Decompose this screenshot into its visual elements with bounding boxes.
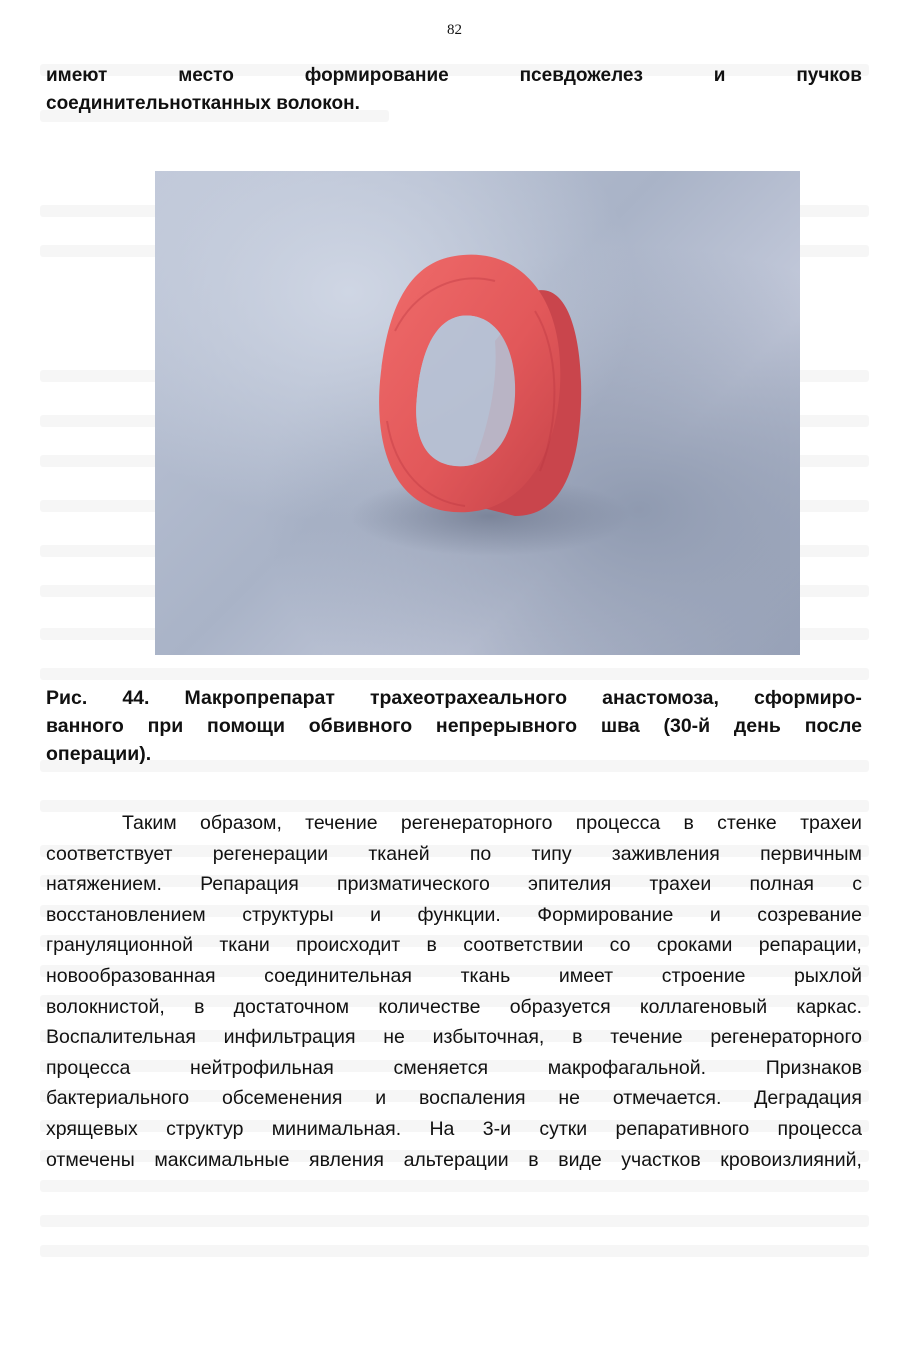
word: процесса: [777, 1117, 862, 1140]
word: операции).: [46, 743, 152, 765]
word: сменяется: [393, 1056, 489, 1079]
word: максимальные: [154, 1148, 290, 1171]
intro-line-1: [46, 62, 862, 90]
body-line-2: [46, 839, 862, 870]
word: тканей: [368, 842, 430, 865]
specimen-photo: [155, 171, 800, 655]
word: полная: [749, 873, 814, 896]
word: после: [804, 715, 862, 737]
figure-caption: [46, 684, 862, 768]
word: инфильтрация: [223, 1026, 356, 1049]
word: макрофагальной.: [547, 1056, 707, 1079]
word: грануляционной: [46, 934, 194, 957]
word: шва: [600, 715, 640, 737]
word: строение: [661, 964, 746, 987]
word: репарации,: [758, 934, 862, 957]
word: воспаления: [418, 1087, 526, 1110]
word: соединительная: [264, 964, 412, 987]
intro-line-2: [46, 90, 862, 118]
body-line-12: [46, 1145, 862, 1176]
word: коллагеновый: [639, 995, 768, 1018]
word: нейтрофильная: [190, 1056, 334, 1079]
caption-line-3: [46, 740, 862, 768]
word: структуры: [242, 903, 334, 926]
word: стенке: [717, 812, 777, 834]
word: трахеотрахеального: [369, 687, 568, 709]
word: Признаков: [765, 1056, 862, 1079]
word: натяжением.: [46, 873, 162, 896]
word: хрящевых: [46, 1117, 138, 1140]
word: трахеи: [800, 812, 862, 834]
word: количестве: [378, 995, 481, 1018]
word: образом,: [200, 812, 282, 834]
word: бактериального: [46, 1087, 190, 1110]
word: со: [609, 934, 631, 957]
word: отмечается.: [612, 1087, 722, 1110]
word: минимальная.: [271, 1117, 402, 1140]
body-line-11: [46, 1114, 862, 1145]
caption-line-1: [46, 684, 862, 712]
page-number: 82: [447, 22, 462, 38]
body-paragraph: [46, 808, 862, 1175]
word: регенерации: [212, 842, 329, 865]
word: пучков: [796, 65, 862, 86]
word: Таким: [122, 812, 177, 834]
tracheal-ring-image: [155, 171, 800, 655]
caption-line-2: [46, 712, 862, 740]
body-line-3: [46, 869, 862, 900]
body-line-5: [46, 930, 862, 961]
word: ткани: [219, 934, 270, 957]
body-line-6: [46, 961, 862, 992]
word: псевдожелез: [519, 65, 643, 86]
body-line-8: [46, 1022, 862, 1053]
body-line-7: [46, 992, 862, 1023]
word: призматического: [337, 873, 490, 896]
word: Воспалительная: [46, 1026, 196, 1049]
body-line-9: [46, 1053, 862, 1084]
word: Репарация: [200, 873, 299, 896]
word: процесса: [575, 812, 661, 834]
word: 3-и: [482, 1117, 511, 1140]
word: Макропрепарат: [184, 687, 335, 709]
word: по: [469, 842, 492, 865]
word: На: [429, 1117, 455, 1140]
word: явления: [309, 1148, 384, 1171]
word: и: [375, 1087, 387, 1110]
word: с: [852, 873, 862, 896]
word: функции.: [417, 903, 501, 926]
word: течение: [610, 1026, 683, 1049]
word: и: [713, 65, 726, 86]
word: анастомоза,: [602, 687, 719, 709]
word: в: [683, 812, 694, 834]
word: регенераторного: [710, 1026, 862, 1049]
word: рыхлой: [794, 964, 862, 987]
word: сутки: [539, 1117, 588, 1140]
word: не: [383, 1026, 405, 1049]
word: виде: [558, 1148, 602, 1171]
word: сформиро-: [753, 687, 862, 709]
word: отмечены: [46, 1148, 135, 1171]
word: место: [178, 65, 234, 86]
word: формирование: [304, 65, 449, 86]
word: при: [147, 715, 184, 737]
body-line-1: [46, 808, 862, 839]
word: образуется: [509, 995, 611, 1018]
word: в: [528, 1148, 539, 1171]
word: сроками: [656, 934, 733, 957]
body-line-4: [46, 900, 862, 931]
word: в: [572, 1026, 583, 1049]
word: Формирование: [537, 903, 674, 926]
word: непрерывного: [435, 715, 578, 737]
word: участков: [621, 1148, 701, 1171]
word: в: [194, 995, 205, 1018]
word: достаточном: [233, 995, 350, 1018]
word: 44.: [122, 687, 150, 709]
word: новообразованная: [46, 964, 216, 987]
word: волокнистой,: [46, 995, 165, 1018]
word: ткань: [460, 964, 511, 987]
word: Деградация: [754, 1087, 862, 1110]
word: происходит: [296, 934, 401, 957]
body-line-10: [46, 1083, 862, 1114]
word: соответствии: [463, 934, 584, 957]
word: эпителия: [528, 873, 612, 896]
word: и: [709, 903, 721, 926]
word: репаративного: [615, 1117, 750, 1140]
word: помощи: [207, 715, 285, 737]
word: соответствует: [46, 842, 173, 865]
word: не: [558, 1087, 580, 1110]
word: альтерации: [403, 1148, 509, 1171]
word: восстановлением: [46, 903, 206, 926]
word: структур: [166, 1117, 244, 1140]
word: обсеменения: [221, 1087, 343, 1110]
intro-paragraph: [46, 62, 862, 118]
word: типу: [531, 842, 572, 865]
word: течение: [305, 812, 378, 834]
word: имеют: [46, 65, 108, 86]
word: процесса: [46, 1056, 131, 1079]
word: каркас.: [796, 995, 862, 1018]
word: имеет: [558, 964, 614, 987]
word: Рис.: [46, 687, 88, 709]
word: в: [426, 934, 437, 957]
word: обвивного: [308, 715, 413, 737]
word: ванного: [46, 715, 124, 737]
word: заживления: [611, 842, 720, 865]
word: трахеи: [649, 873, 712, 896]
word: избыточная,: [432, 1026, 545, 1049]
word: и: [370, 903, 382, 926]
word: день: [733, 715, 781, 737]
word: соединительнотканных волокон.: [46, 93, 360, 114]
word: созревание: [757, 903, 862, 926]
word: кровоизлияний,: [720, 1148, 862, 1171]
word: (30-й: [663, 715, 711, 737]
word: регенераторного: [400, 812, 553, 834]
word: первичным: [760, 842, 862, 865]
